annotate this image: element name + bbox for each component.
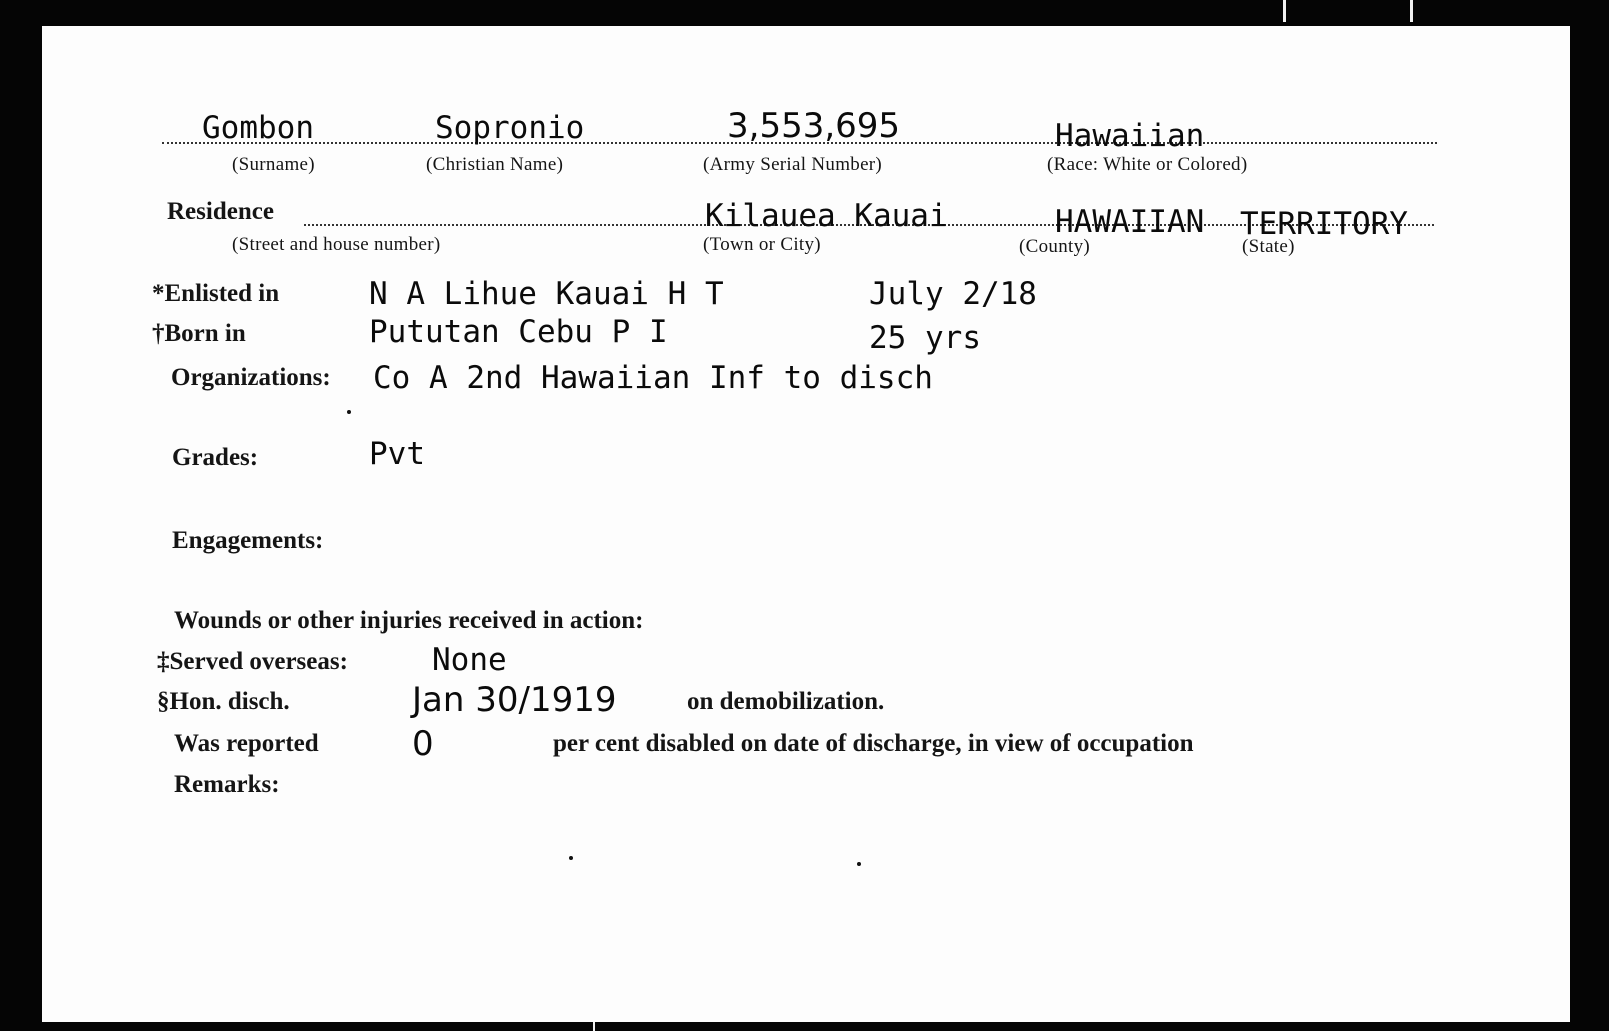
street-caption: (Street and house number) bbox=[232, 234, 441, 255]
served-overseas-label: ‡Served overseas: bbox=[157, 648, 348, 675]
race-caption: (Race: White or Colored) bbox=[1047, 154, 1248, 175]
ink-speck bbox=[347, 410, 351, 414]
surname-value: Gombon bbox=[202, 110, 314, 146]
enlisted-date-value: July 2/18 bbox=[869, 276, 1037, 312]
born-place-value: Pututan Cebu P I bbox=[369, 314, 668, 350]
town-caption: (Town or City) bbox=[703, 234, 821, 255]
ink-speck bbox=[569, 856, 573, 860]
born-label: †Born in bbox=[152, 320, 246, 347]
served-overseas-value: None bbox=[432, 642, 507, 678]
remarks-label: Remarks: bbox=[174, 771, 280, 798]
ink-speck bbox=[857, 862, 861, 866]
engagements-label: Engagements: bbox=[172, 527, 324, 554]
reported-percent-value: 0 bbox=[412, 724, 434, 764]
surname-caption: (Surname) bbox=[232, 154, 315, 175]
organizations-label: Organizations: bbox=[171, 364, 331, 391]
reported-disability-text: per cent disabled on date of discharge, in view of occupation bbox=[553, 730, 1194, 757]
scan-edge-mark bbox=[1410, 0, 1413, 22]
enlisted-label: *Enlisted in bbox=[152, 280, 280, 307]
serial-number-value: 3,553,695 bbox=[727, 106, 901, 146]
scan-edge-mark bbox=[1283, 0, 1286, 22]
christian-name-value: Sopronio bbox=[435, 110, 585, 146]
reported-label: Was reported bbox=[174, 730, 319, 757]
state-caption: (State) bbox=[1242, 236, 1295, 257]
residence-state-value: TERRITORY bbox=[1240, 206, 1408, 242]
christian-name-caption: (Christian Name) bbox=[426, 154, 564, 175]
honorable-discharge-label: §Hon. disch. bbox=[157, 688, 290, 715]
county-caption: (County) bbox=[1019, 236, 1091, 257]
race-value: Hawaiian bbox=[1055, 118, 1205, 154]
residence-county-value: HAWAIIAN bbox=[1055, 204, 1205, 240]
discharge-date-value: Jan 30/1919 bbox=[412, 680, 617, 720]
residence-label: Residence bbox=[167, 198, 274, 225]
enlisted-place-value: N A Lihue Kauai H T bbox=[369, 276, 724, 312]
wounds-label: Wounds or other injuries received in action: bbox=[174, 607, 644, 634]
record-card bbox=[42, 26, 1570, 1022]
scan-edge-mark bbox=[593, 1022, 595, 1031]
born-age-value: 25 yrs bbox=[869, 320, 981, 356]
organizations-value: Co A 2nd Hawaiian Inf to disch bbox=[373, 360, 933, 396]
grades-label: Grades: bbox=[172, 444, 259, 471]
residence-town-value: Kilauea Kauai bbox=[705, 198, 948, 234]
discharge-reason-text: on demobilization. bbox=[687, 688, 885, 715]
serial-number-caption: (Army Serial Number) bbox=[703, 154, 883, 175]
grades-value: Pvt bbox=[369, 436, 425, 472]
